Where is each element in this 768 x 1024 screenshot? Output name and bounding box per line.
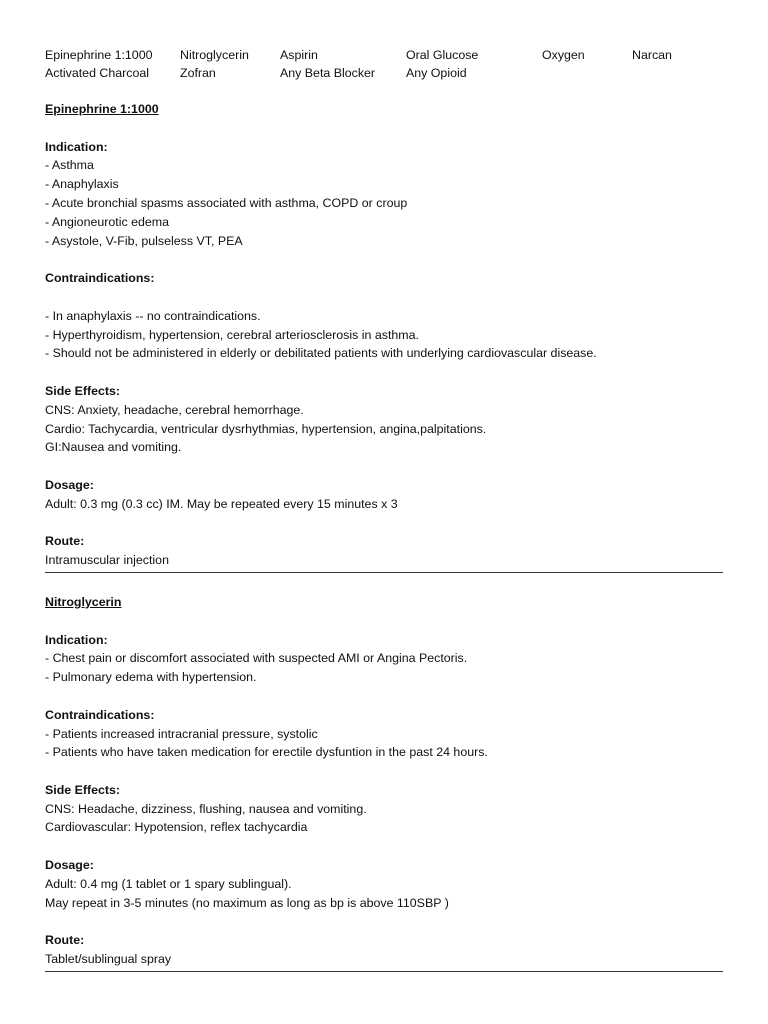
med-list-item: Any Opioid: [406, 66, 467, 80]
med-list-item: Activated Charcoal: [45, 66, 149, 80]
indication-item: - Pulmonary edema with hypertension.: [45, 670, 257, 685]
side-effect-item: Cardio: Tachycardia, ventricular dysrhythmias, hypertension, angina,palpitations.: [45, 421, 487, 436]
indication-item: - Anaphylaxis: [45, 177, 119, 192]
side-effect-item: GI:Nausea and vomiting.: [45, 440, 182, 455]
contraindication-item: - Patients increased intracranial pressure, systolic: [45, 726, 318, 741]
dosage-item: May repeat in 3-5 minutes (no maximum as long as bp is above 110SBP ): [45, 895, 449, 910]
dosage-heading: Dosage:: [45, 858, 94, 873]
dosage-heading: Dosage:: [45, 477, 94, 492]
med-list-item: Narcan: [632, 48, 672, 62]
document-page: [45, 45, 723, 972]
contraindication-item: - In anaphylaxis -- no contraindications.: [45, 308, 261, 323]
indication-item: - Asthma: [45, 158, 94, 173]
med-list-item: Aspirin: [280, 48, 318, 62]
indication-item: - Angioneurotic edema: [45, 214, 169, 229]
route-value: Tablet/sublingual spray: [45, 952, 172, 967]
side-effect-item: CNS: Anxiety, headache, cerebral hemorrhage.: [45, 402, 304, 417]
side-effect-item: Cardiovascular: Hypotension, reflex tachycardia: [45, 820, 308, 835]
med-list-item: Any Beta Blocker: [280, 66, 376, 80]
side-effects-heading: Side Effects:: [45, 383, 121, 398]
dosage-item: Adult: 0.3 mg (0.3 cc) IM. May be repeated every 15 minutes x 3: [45, 496, 398, 511]
medication-list: [45, 45, 723, 83]
dosage-item: Adult: 0.4 mg (1 tablet or 1 spary sublingual).: [45, 876, 292, 891]
epinephrine-section: [45, 100, 723, 573]
section-divider: [45, 572, 723, 573]
indication-item: - Acute bronchial spasms associated with asthma, COPD or croup: [45, 195, 408, 210]
contraindications-heading: Contraindications:: [45, 707, 155, 722]
route-heading: Route:: [45, 933, 85, 948]
indication-heading: Indication:: [45, 632, 108, 647]
route-heading: Route:: [45, 534, 85, 549]
contraindications-heading: Contraindications:: [45, 271, 155, 286]
indication-item: - Asystole, V-Fib, pulseless VT, PEA: [45, 233, 243, 248]
section-title: Nitroglycerin: [45, 594, 122, 609]
contraindication-item: - Hyperthyroidism, hypertension, cerebral arteriosclerosis in asthma.: [45, 327, 419, 342]
med-list-item: Epinephrine 1:1000: [45, 48, 153, 62]
contraindication-item: - Should not be administered in elderly or debilitated patients with underlying cardiovascular disease.: [45, 346, 597, 361]
med-list-item: Zofran: [180, 66, 216, 80]
med-list-item: Oral Glucose: [406, 48, 479, 62]
side-effects-heading: Side Effects:: [45, 782, 121, 797]
contraindication-item: - Patients who have taken medication for erectile dysfuntion in the past 24 hours.: [45, 745, 488, 760]
nitroglycerin-section: [45, 593, 723, 972]
med-list-item: Oxygen: [542, 48, 585, 62]
indication-item: - Chest pain or discomfort associated with suspected AMI or Angina Pectoris.: [45, 651, 468, 666]
section-title: Epinephrine 1:1000: [45, 102, 159, 116]
side-effect-item: CNS: Headache, dizziness, flushing, nausea and vomiting.: [45, 801, 367, 816]
route-value: Intramuscular injection: [45, 553, 169, 568]
med-list-item: Nitroglycerin: [180, 48, 249, 62]
indication-heading: Indication:: [45, 139, 108, 154]
section-divider: [45, 971, 723, 972]
